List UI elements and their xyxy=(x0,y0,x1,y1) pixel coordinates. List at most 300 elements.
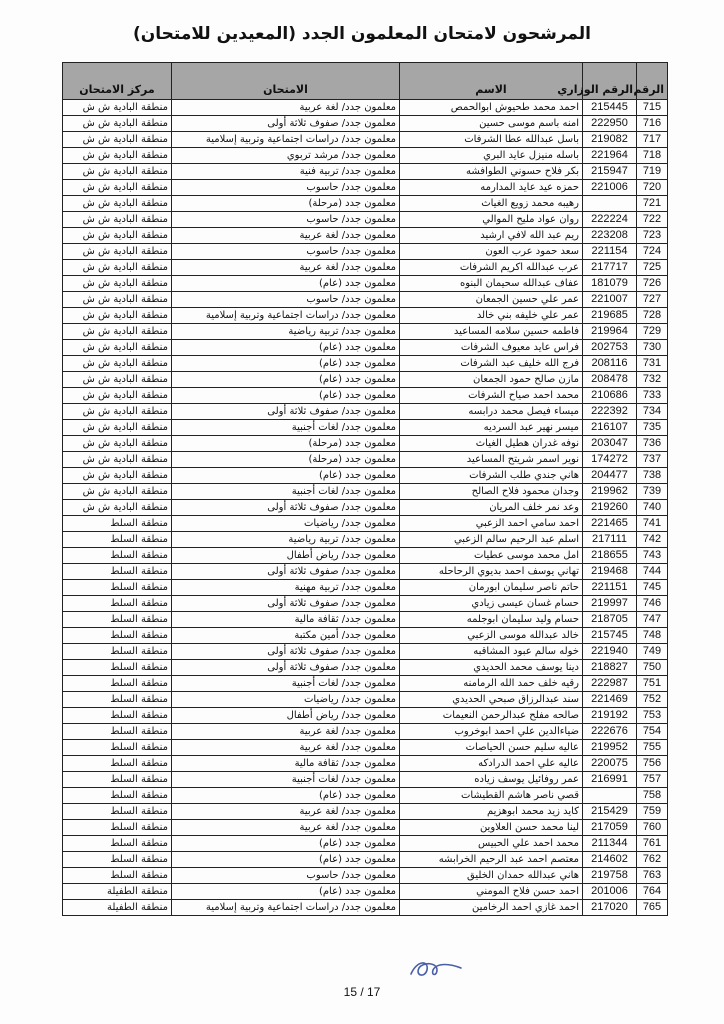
name-cell: هاني جندي طلب الشرفات xyxy=(400,468,583,484)
name-cell: دينا يوسف محمد الحديدي xyxy=(400,660,583,676)
table-row xyxy=(63,868,668,884)
row-number-cell: 760 xyxy=(637,820,668,836)
name-cell: فراس عايد معيوف الشرفات xyxy=(400,340,583,356)
center-cell: منطقة البادية ش ش xyxy=(63,116,172,132)
center-cell: منطقة الطفيلة xyxy=(63,900,172,916)
name-cell: محمد احمد علي الحبيس xyxy=(400,836,583,852)
name-cell: فرج الله خليف عبد الشرفات xyxy=(400,356,583,372)
row-number-cell: 741 xyxy=(637,516,668,532)
table-row xyxy=(63,756,668,772)
national-id-cell: 219082 xyxy=(583,132,637,148)
row-number-cell: 737 xyxy=(637,452,668,468)
row-number-cell: 751 xyxy=(637,676,668,692)
center-cell: منطقة السلط xyxy=(63,740,172,756)
table-row xyxy=(63,228,668,244)
national-id-cell: 221006 xyxy=(583,180,637,196)
table-row xyxy=(63,388,668,404)
name-cell: سند عبدالرزاق صبحي الحديدي xyxy=(400,692,583,708)
name-cell: خالد عبدالله موسى الزعبي xyxy=(400,628,583,644)
row-number-cell: 725 xyxy=(637,260,668,276)
national-id-cell: 221469 xyxy=(583,692,637,708)
national-id-cell: 218655 xyxy=(583,548,637,564)
center-cell: منطقة البادية ش ش xyxy=(63,212,172,228)
name-cell: نوفه غدران هطيل الغياث xyxy=(400,436,583,452)
center-cell: منطقة السلط xyxy=(63,676,172,692)
row-number-cell: 721 xyxy=(637,196,668,212)
exam-cell: معلمون جدد/ لغة عربية xyxy=(172,820,400,836)
row-number-cell: 745 xyxy=(637,580,668,596)
center-cell: منطقة السلط xyxy=(63,612,172,628)
exam-cell: معلمون جدد/ أمين مكتبة xyxy=(172,628,400,644)
name-cell: عمر علي خليفه بني خالد xyxy=(400,308,583,324)
national-id-cell: 218827 xyxy=(583,660,637,676)
national-id-cell: 222224 xyxy=(583,212,637,228)
center-cell: منطقة البادية ش ش xyxy=(63,180,172,196)
row-number-cell: 759 xyxy=(637,804,668,820)
row-number-cell: 761 xyxy=(637,836,668,852)
table-row xyxy=(63,900,668,916)
national-id-cell: 222392 xyxy=(583,404,637,420)
table-row xyxy=(63,292,668,308)
center-cell: منطقة البادية ش ش xyxy=(63,404,172,420)
table-row xyxy=(63,852,668,868)
exam-cell: معلمون جدد/ صفوف ثلاثة أولى xyxy=(172,564,400,580)
table-row xyxy=(63,724,668,740)
center-cell: منطقة السلط xyxy=(63,804,172,820)
name-cell: قصي ناصر هاشم القطيشات xyxy=(400,788,583,804)
table-row xyxy=(63,148,668,164)
exam-cell: معلمون جدد/ حاسوب xyxy=(172,868,400,884)
center-cell: منطقة السلط xyxy=(63,852,172,868)
row-number-cell: 740 xyxy=(637,500,668,516)
name-cell: عاليه علي احمد الدرادكه xyxy=(400,756,583,772)
exam-cell: معلمون جدد/ لغات أجنبية xyxy=(172,676,400,692)
row-number-cell: 756 xyxy=(637,756,668,772)
national-id-cell: 217717 xyxy=(583,260,637,276)
center-cell: منطقة البادية ش ش xyxy=(63,148,172,164)
exam-cell: معلمون جدد/ صفوف ثلاثة أولى xyxy=(172,596,400,612)
name-cell: احمد محمد طحيوش ابوالحمص xyxy=(400,100,583,116)
name-cell: رقيه خلف حمد الله الرمامنه xyxy=(400,676,583,692)
national-id-cell: 221007 xyxy=(583,292,637,308)
name-cell: حسام وليد سليمان ابوجلمه xyxy=(400,612,583,628)
name-cell: بكر فلاح حسوني الطوافشه xyxy=(400,164,583,180)
name-cell: روان عواد مليح الموالي xyxy=(400,212,583,228)
table-row xyxy=(63,708,668,724)
table-row xyxy=(63,532,668,548)
row-number-cell: 729 xyxy=(637,324,668,340)
table-row xyxy=(63,516,668,532)
national-id-cell: 201006 xyxy=(583,884,637,900)
center-cell: منطقة البادية ش ش xyxy=(63,100,172,116)
header-national-id: الرقم الوزاري xyxy=(583,63,637,100)
row-number-cell: 744 xyxy=(637,564,668,580)
row-number-cell: 735 xyxy=(637,420,668,436)
table-row xyxy=(63,468,668,484)
row-number-cell: 754 xyxy=(637,724,668,740)
national-id-cell: 222987 xyxy=(583,676,637,692)
exam-cell: معلمون جدد (عام) xyxy=(172,468,400,484)
exam-cell: معلمون جدد/ لغة عربية xyxy=(172,260,400,276)
table-row xyxy=(63,164,668,180)
national-id-cell: 208478 xyxy=(583,372,637,388)
national-id-cell: 217020 xyxy=(583,900,637,916)
exam-cell: معلمون جدد/ رياض أطفال xyxy=(172,708,400,724)
center-cell: منطقة السلط xyxy=(63,820,172,836)
center-cell: منطقة السلط xyxy=(63,580,172,596)
header-name: الاسم xyxy=(400,63,583,100)
name-cell: احمد سامي احمد الزعبي xyxy=(400,516,583,532)
national-id-cell xyxy=(583,788,637,804)
center-cell: منطقة السلط xyxy=(63,692,172,708)
name-cell: ضياءالدين علي احمد ابوخروب xyxy=(400,724,583,740)
table-row xyxy=(63,772,668,788)
table-row xyxy=(63,628,668,644)
exam-cell: معلمون جدد/ لغات أجنبية xyxy=(172,772,400,788)
name-cell: ريم عبد الله لافي ارشيد xyxy=(400,228,583,244)
exam-cell: معلمون جدد/ لغات أجنبية xyxy=(172,484,400,500)
exam-cell: معلمون جدد (مرحلة) xyxy=(172,436,400,452)
table-row xyxy=(63,404,668,420)
center-cell: منطقة البادية ش ش xyxy=(63,308,172,324)
row-number-cell: 731 xyxy=(637,356,668,372)
row-number-cell: 742 xyxy=(637,532,668,548)
table-row xyxy=(63,308,668,324)
table-row xyxy=(63,740,668,756)
row-number-cell: 738 xyxy=(637,468,668,484)
national-id-cell: 221465 xyxy=(583,516,637,532)
name-cell: لينا محمد حسن العلاوين xyxy=(400,820,583,836)
national-id-cell: 219192 xyxy=(583,708,637,724)
row-number-cell: 715 xyxy=(637,100,668,116)
center-cell: منطقة البادية ش ش xyxy=(63,436,172,452)
national-id-cell: 221151 xyxy=(583,580,637,596)
center-cell: منطقة السلط xyxy=(63,516,172,532)
table-row xyxy=(63,500,668,516)
name-cell: صالحه مفلح عبدالرحمن النعيمات xyxy=(400,708,583,724)
exam-cell: معلمون جدد (عام) xyxy=(172,836,400,852)
row-number-cell: 748 xyxy=(637,628,668,644)
row-number-cell: 764 xyxy=(637,884,668,900)
table-row xyxy=(63,644,668,660)
exam-cell: معلمون جدد (عام) xyxy=(172,884,400,900)
exam-cell: معلمون جدد/ لغة عربية xyxy=(172,740,400,756)
table-row xyxy=(63,372,668,388)
exam-cell: معلمون جدد/ دراسات اجتماعية وتربية إسلامية xyxy=(172,308,400,324)
center-cell: منطقة البادية ش ش xyxy=(63,164,172,180)
page-title: المرشحون لامتحان المعلمون الجدد (المعيدين للامتحان) xyxy=(133,24,591,44)
table-row xyxy=(63,276,668,292)
row-number-cell: 765 xyxy=(637,900,668,916)
national-id-cell: 203047 xyxy=(583,436,637,452)
center-cell: منطقة البادية ش ش xyxy=(63,452,172,468)
row-number-cell: 755 xyxy=(637,740,668,756)
exam-cell: معلمون جدد/ حاسوب xyxy=(172,292,400,308)
name-cell: عمر روفائيل يوسف زياده xyxy=(400,772,583,788)
name-cell: امل محمد موسى عطيات xyxy=(400,548,583,564)
exam-cell: معلمون جدد/ دراسات اجتماعية وتربية إسلامية xyxy=(172,132,400,148)
national-id-cell: 202753 xyxy=(583,340,637,356)
national-id-cell: 215445 xyxy=(583,100,637,116)
name-cell: سعد حمود عرب العون xyxy=(400,244,583,260)
exam-cell: معلمون جدد/ دراسات اجتماعية وتربية إسلامية xyxy=(172,900,400,916)
row-number-cell: 717 xyxy=(637,132,668,148)
name-cell: خوله سالم عبود المشاقبه xyxy=(400,644,583,660)
name-cell: عفاف عبدالله سحيمان البنوه xyxy=(400,276,583,292)
table-row xyxy=(63,612,668,628)
national-id-cell: 215745 xyxy=(583,628,637,644)
center-cell: منطقة البادية ش ش xyxy=(63,340,172,356)
center-cell: منطقة السلط xyxy=(63,548,172,564)
center-cell: منطقة السلط xyxy=(63,628,172,644)
exam-cell: معلمون جدد/ لغات أجنبية xyxy=(172,420,400,436)
table-row xyxy=(63,180,668,196)
row-number-cell: 747 xyxy=(637,612,668,628)
row-number-cell: 716 xyxy=(637,116,668,132)
page-number: 15 / 17 xyxy=(343,985,381,999)
row-number-cell: 726 xyxy=(637,276,668,292)
name-cell: عمر علي حسين الجمعان xyxy=(400,292,583,308)
center-cell: منطقة السلط xyxy=(63,564,172,580)
national-id-cell: 218705 xyxy=(583,612,637,628)
name-cell: تهاني يوسف احمد بديوي الرحاحله xyxy=(400,564,583,580)
center-cell: منطقة البادية ش ش xyxy=(63,292,172,308)
center-cell: منطقة الطفيلة xyxy=(63,884,172,900)
national-id-cell: 210686 xyxy=(583,388,637,404)
national-id-cell: 221964 xyxy=(583,148,637,164)
center-cell: منطقة السلط xyxy=(63,708,172,724)
row-number-cell: 734 xyxy=(637,404,668,420)
row-number-cell: 727 xyxy=(637,292,668,308)
row-number-cell: 752 xyxy=(637,692,668,708)
name-cell: ميساء فيصل محمد درابسه xyxy=(400,404,583,420)
exam-cell: معلمون جدد/ صفوف ثلاثة أولى xyxy=(172,500,400,516)
table-row xyxy=(63,340,668,356)
center-cell: منطقة البادية ش ش xyxy=(63,388,172,404)
national-id-cell: 217111 xyxy=(583,532,637,548)
row-number-cell: 733 xyxy=(637,388,668,404)
table-row xyxy=(63,564,668,580)
table-row xyxy=(63,100,668,116)
header-num: الرقم xyxy=(637,63,668,100)
name-cell: محمد احمد صياح الشرفات xyxy=(400,388,583,404)
exam-cell: معلمون جدد/ حاسوب xyxy=(172,180,400,196)
national-id-cell: 223208 xyxy=(583,228,637,244)
row-number-cell: 758 xyxy=(637,788,668,804)
exam-cell: معلمون جدد/ مرشد تربوي xyxy=(172,148,400,164)
exam-cell: معلمون جدد/ حاسوب xyxy=(172,212,400,228)
center-cell: منطقة البادية ش ش xyxy=(63,196,172,212)
name-cell: عاليه سليم حسن الحياصات xyxy=(400,740,583,756)
center-cell: منطقة السلط xyxy=(63,868,172,884)
center-cell: منطقة البادية ش ش xyxy=(63,260,172,276)
name-cell: باسل عبدالله عطا الشرفات xyxy=(400,132,583,148)
row-number-cell: 762 xyxy=(637,852,668,868)
name-cell: فاطمه حسين سلامه المساعيد xyxy=(400,324,583,340)
table-row xyxy=(63,788,668,804)
name-cell: مازن صالح حمود الجمعان xyxy=(400,372,583,388)
row-number-cell: 730 xyxy=(637,340,668,356)
table-row xyxy=(63,196,668,212)
national-id-cell: 219260 xyxy=(583,500,637,516)
row-number-cell: 718 xyxy=(637,148,668,164)
exam-cell: معلمون جدد (مرحلة) xyxy=(172,452,400,468)
national-id-cell: 181079 xyxy=(583,276,637,292)
national-id-cell: 219997 xyxy=(583,596,637,612)
national-id-cell: 214602 xyxy=(583,852,637,868)
exam-cell: معلمون جدد/ ثقافة مالية xyxy=(172,612,400,628)
table-row xyxy=(63,804,668,820)
table-row xyxy=(63,324,668,340)
table-row xyxy=(63,420,668,436)
exam-cell: معلمون جدد/ تربية رياضية xyxy=(172,324,400,340)
exam-cell: معلمون جدد/ لغة عربية xyxy=(172,724,400,740)
name-cell: اسلم عبد الرحيم سالم الزعبي xyxy=(400,532,583,548)
center-cell: منطقة البادية ش ش xyxy=(63,468,172,484)
national-id-cell: 220075 xyxy=(583,756,637,772)
table-row xyxy=(63,580,668,596)
national-id-cell: 222676 xyxy=(583,724,637,740)
table-row xyxy=(63,116,668,132)
name-cell: رهيبه محمد زويع الغياث xyxy=(400,196,583,212)
center-cell: منطقة السلط xyxy=(63,772,172,788)
name-cell: حاتم ناصر سليمان ابورمان xyxy=(400,580,583,596)
row-number-cell: 753 xyxy=(637,708,668,724)
national-id-cell: 219758 xyxy=(583,868,637,884)
row-number-cell: 723 xyxy=(637,228,668,244)
national-id-cell: 217059 xyxy=(583,820,637,836)
national-id-cell xyxy=(583,196,637,212)
table-row xyxy=(63,356,668,372)
row-number-cell: 736 xyxy=(637,436,668,452)
center-cell: منطقة البادية ش ش xyxy=(63,276,172,292)
exam-cell: معلمون جدد/ صفوف ثلاثة أولى xyxy=(172,660,400,676)
exam-cell: معلمون جدد/ صفوف ثلاثة أولى xyxy=(172,404,400,420)
name-cell: نوير اسمر شريتح المساعيد xyxy=(400,452,583,468)
name-cell: كايد زيد محمد ابوهزيم xyxy=(400,804,583,820)
exam-cell: معلمون جدد/ تربية رياضية xyxy=(172,532,400,548)
table-row xyxy=(63,436,668,452)
exam-cell: معلمون جدد (عام) xyxy=(172,356,400,372)
national-id-cell: 221940 xyxy=(583,644,637,660)
national-id-cell: 219685 xyxy=(583,308,637,324)
center-cell: منطقة البادية ش ش xyxy=(63,324,172,340)
exam-cell: معلمون جدد/ تربية مهنية xyxy=(172,580,400,596)
table-row xyxy=(63,260,668,276)
name-cell: هاني عبدالله حمدان الخليق xyxy=(400,868,583,884)
exam-cell: معلمون جدد (عام) xyxy=(172,340,400,356)
row-number-cell: 743 xyxy=(637,548,668,564)
row-number-cell: 722 xyxy=(637,212,668,228)
signature-mark xyxy=(407,956,465,982)
name-cell: حمزه عيد عايد المدارمه xyxy=(400,180,583,196)
national-id-cell: 219952 xyxy=(583,740,637,756)
row-number-cell: 739 xyxy=(637,484,668,500)
name-cell: امنه باسم موسى حسين xyxy=(400,116,583,132)
name-cell: ميسر نهير عبد السرديه xyxy=(400,420,583,436)
center-cell: منطقة البادية ش ش xyxy=(63,132,172,148)
row-number-cell: 724 xyxy=(637,244,668,260)
center-cell: منطقة السلط xyxy=(63,596,172,612)
national-id-cell: 219468 xyxy=(583,564,637,580)
national-id-cell: 216991 xyxy=(583,772,637,788)
row-number-cell: 719 xyxy=(637,164,668,180)
table-row xyxy=(63,212,668,228)
table-row xyxy=(63,596,668,612)
national-id-cell: 215947 xyxy=(583,164,637,180)
national-id-cell: 216107 xyxy=(583,420,637,436)
name-cell: احمد غازي احمد الرخامين xyxy=(400,900,583,916)
header-exam: الامتحان xyxy=(172,63,400,100)
name-cell: باسله منيزل عايد البري xyxy=(400,148,583,164)
table-body xyxy=(63,100,668,916)
center-cell: منطقة البادية ش ش xyxy=(63,356,172,372)
national-id-cell: 222950 xyxy=(583,116,637,132)
exam-cell: معلمون جدد (عام) xyxy=(172,276,400,292)
row-number-cell: 749 xyxy=(637,644,668,660)
name-cell: حسام غسان عيسى زيادي xyxy=(400,596,583,612)
row-number-cell: 757 xyxy=(637,772,668,788)
center-cell: منطقة البادية ش ش xyxy=(63,420,172,436)
table-row xyxy=(63,548,668,564)
row-number-cell: 750 xyxy=(637,660,668,676)
exam-cell: معلمون جدد/ رياضيات xyxy=(172,692,400,708)
national-id-cell: 208116 xyxy=(583,356,637,372)
row-number-cell: 732 xyxy=(637,372,668,388)
exam-cell: معلمون جدد/ صفوف ثلاثة أولى xyxy=(172,116,400,132)
center-cell: منطقة السلط xyxy=(63,788,172,804)
name-cell: معتصم احمد عبد الرحيم الخرابشه xyxy=(400,852,583,868)
exam-cell: معلمون جدد/ رياض أطفال xyxy=(172,548,400,564)
exam-cell: معلمون جدد/ تربية فنية xyxy=(172,164,400,180)
exam-cell: معلمون جدد/ ثقافة مالية xyxy=(172,756,400,772)
center-cell: منطقة السلط xyxy=(63,724,172,740)
center-cell: منطقة البادية ش ش xyxy=(63,228,172,244)
name-cell: عرب عبدالله اكريم الشرفات xyxy=(400,260,583,276)
exam-cell: معلمون جدد/ لغة عربية xyxy=(172,228,400,244)
table-row xyxy=(63,692,668,708)
exam-cell: معلمون جدد/ حاسوب xyxy=(172,244,400,260)
center-cell: منطقة السلط xyxy=(63,836,172,852)
national-id-cell: 221154 xyxy=(583,244,637,260)
exam-cell: معلمون جدد (عام) xyxy=(172,372,400,388)
national-id-cell: 215429 xyxy=(583,804,637,820)
candidates-table xyxy=(62,62,668,916)
row-number-cell: 746 xyxy=(637,596,668,612)
table-row xyxy=(63,484,668,500)
row-number-cell: 763 xyxy=(637,868,668,884)
table-row xyxy=(63,884,668,900)
table-row xyxy=(63,676,668,692)
national-id-cell: 174272 xyxy=(583,452,637,468)
exam-cell: معلمون جدد/ رياضيات xyxy=(172,516,400,532)
exam-cell: معلمون جدد (عام) xyxy=(172,388,400,404)
table-header-row xyxy=(63,63,668,100)
exam-cell: معلمون جدد/ لغة عربية xyxy=(172,804,400,820)
table-row xyxy=(63,452,668,468)
exam-cell: معلمون جدد (عام) xyxy=(172,788,400,804)
table-row xyxy=(63,132,668,148)
center-cell: منطقة السلط xyxy=(63,644,172,660)
table-row xyxy=(63,820,668,836)
center-cell: منطقة البادية ش ش xyxy=(63,244,172,260)
national-id-cell: 219964 xyxy=(583,324,637,340)
exam-cell: معلمون جدد/ لغة عربية xyxy=(172,100,400,116)
national-id-cell: 219962 xyxy=(583,484,637,500)
name-cell: احمد حسن فلاح المومني xyxy=(400,884,583,900)
header-center: مركز الامتحان xyxy=(63,63,172,100)
exam-cell: معلمون جدد (مرحلة) xyxy=(172,196,400,212)
